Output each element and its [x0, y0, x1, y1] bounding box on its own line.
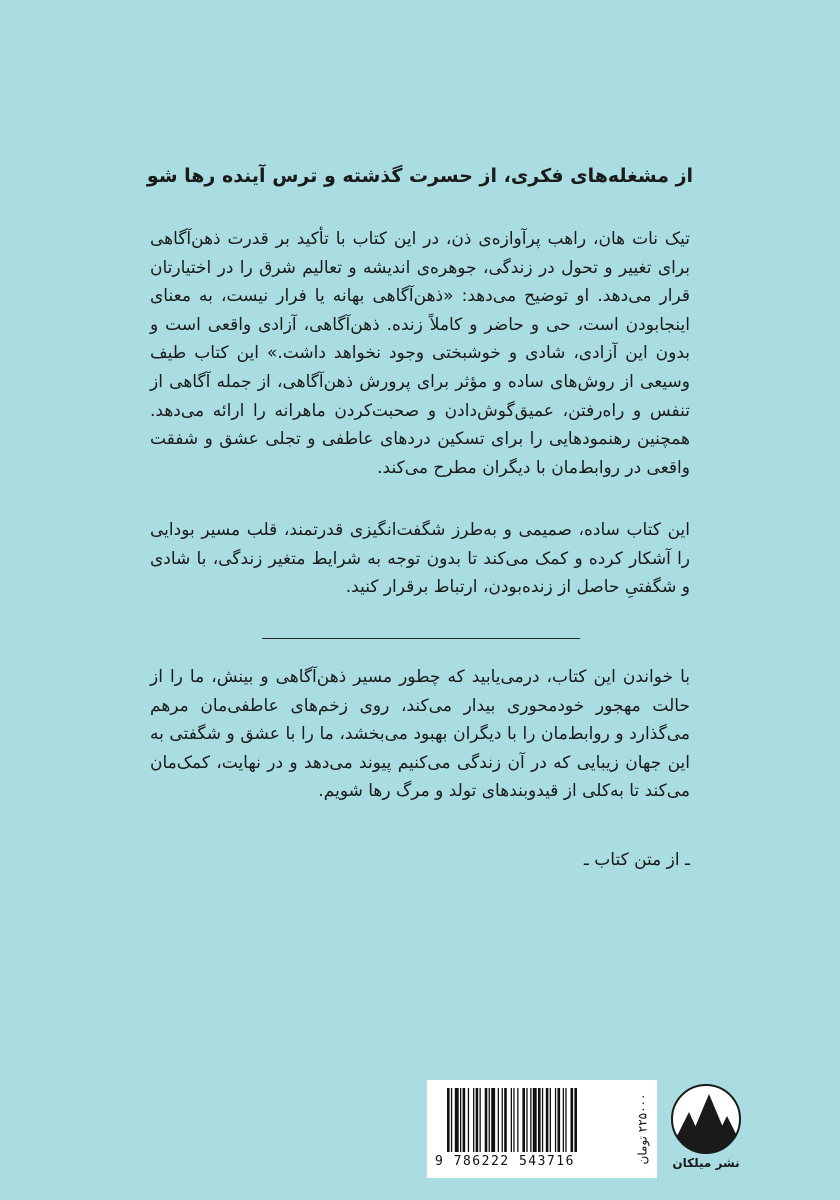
barcode-bar [463, 1088, 466, 1152]
barcode-bar [546, 1088, 549, 1152]
barcode-bar [480, 1088, 481, 1152]
barcode-bar [502, 1088, 503, 1152]
publisher-name: نشر میلکان [672, 1156, 740, 1170]
barcode-bar [530, 1088, 531, 1152]
barcode-bar [455, 1088, 459, 1152]
barcode-bar [517, 1088, 518, 1152]
barcode-bar [565, 1088, 566, 1152]
barcode-bar [498, 1088, 499, 1152]
publisher-logo [663, 1080, 749, 1178]
price-label [627, 1080, 657, 1178]
barcode-bar [489, 1088, 490, 1152]
barcode-icon [445, 1088, 627, 1152]
barcode-bar [511, 1088, 512, 1152]
section-divider [262, 638, 580, 639]
barcode-bar [468, 1088, 469, 1152]
mountains-circle-icon [669, 1082, 743, 1156]
barcode-bar [555, 1088, 556, 1152]
excerpt-attribution: ـ از متن کتاب ـ [583, 850, 690, 870]
barcode-bar [485, 1088, 488, 1152]
price-text: ۲۲۵۰۰۰ تومان [635, 1093, 650, 1165]
barcode-bar [533, 1088, 537, 1152]
barcode-bar [563, 1088, 564, 1152]
cover-headline: از مشغله‌های فکری، از حسرت گذشته و ترس آینده رها شو [146, 165, 694, 187]
barcode-bar [571, 1088, 574, 1152]
barcode-bar [460, 1088, 461, 1152]
barcode-label [427, 1080, 657, 1178]
description-paragraph-1: تیک نات هان، راهب پرآوازه‌ی ذن، در این کتاب با تأکید بر قدرت ذهن‌آگاهی برای تغییر و تحول در زندگی، جوهره‌ی اندیشه و تعالیم شرق را در اختیارتان قرار می‌دهد. او توضیح می‌دهد: «ذهن‌آگاهی بهانه یا فرار نیست، به معنای اینجابودن است، حی و حاضر و کاملاً زنده. ذهن‌آگاهی، آزادی واقعی است و بدون این آزادی، شادی و خوشبختی وجود نخواهد داشت.» این کتاب طیف وسیعی از روش‌های ساده و مؤثر برای پرورش ذهن‌آگاهی، از جمله آگاهی از تنفس و راه‌رفتن، عمیق‌گوش‌دادن و صحبت‌کردن ماهرانه را ارائه می‌دهد. همچنین رهنمودهایی را برای تسکین دردهای عاطفی و تجلی عشق و شفقت واقعی در روابط‌مان با دیگران مطرح می‌کند. [150, 229, 690, 478]
barcode-bar [574, 1088, 577, 1152]
barcode-bar [451, 1088, 452, 1152]
barcode-bar [522, 1088, 525, 1152]
barcode-bar [476, 1088, 479, 1152]
barcode-bar [504, 1088, 507, 1152]
barcode-bar [538, 1088, 541, 1152]
excerpt-paragraph: با خواندن این کتاب، درمی‌یابید که چطور مسیر ذهن‌آگاهی و بینش، ما را از حالت مهجور خودمحوری بیدار می‌کند، روی زخم‌های عاطفی‌مان مرهم می‌گذارد و روابط‌مان را با دیگران بهبود می‌بخشد، ما را با عشق و شگفتی به این جهان زیبایی که در آن زندگی می‌کنیم پیوند می‌دهد و در نهایت، کمک‌مان می‌کند تا به‌کلی از قیدوبندهای تولد و مرگ رها شویم. [150, 667, 690, 802]
barcode-bar [550, 1088, 551, 1152]
barcode-bar [491, 1088, 495, 1152]
barcode-bar [558, 1088, 561, 1152]
barcode-bar [473, 1088, 474, 1152]
barcode-bar [513, 1088, 514, 1152]
barcode-bar [526, 1088, 527, 1152]
description-paragraph-2: این کتاب ساده، صمیمی و به‌طرز شگفت‌انگیزی قدرتمند، قلب مسیر بودایی را آشکار کرده و کمک می‌کند تا بدون توجه به شرایط متغیر زندگی، با شادی و شگفتیِ حاصل از زنده‌بودن، ارتباط برقرار کنید. [150, 520, 690, 598]
barcode-bar [447, 1088, 450, 1152]
barcode-bar [542, 1088, 543, 1152]
isbn-number: 9 786222 543716 [435, 1154, 575, 1169]
